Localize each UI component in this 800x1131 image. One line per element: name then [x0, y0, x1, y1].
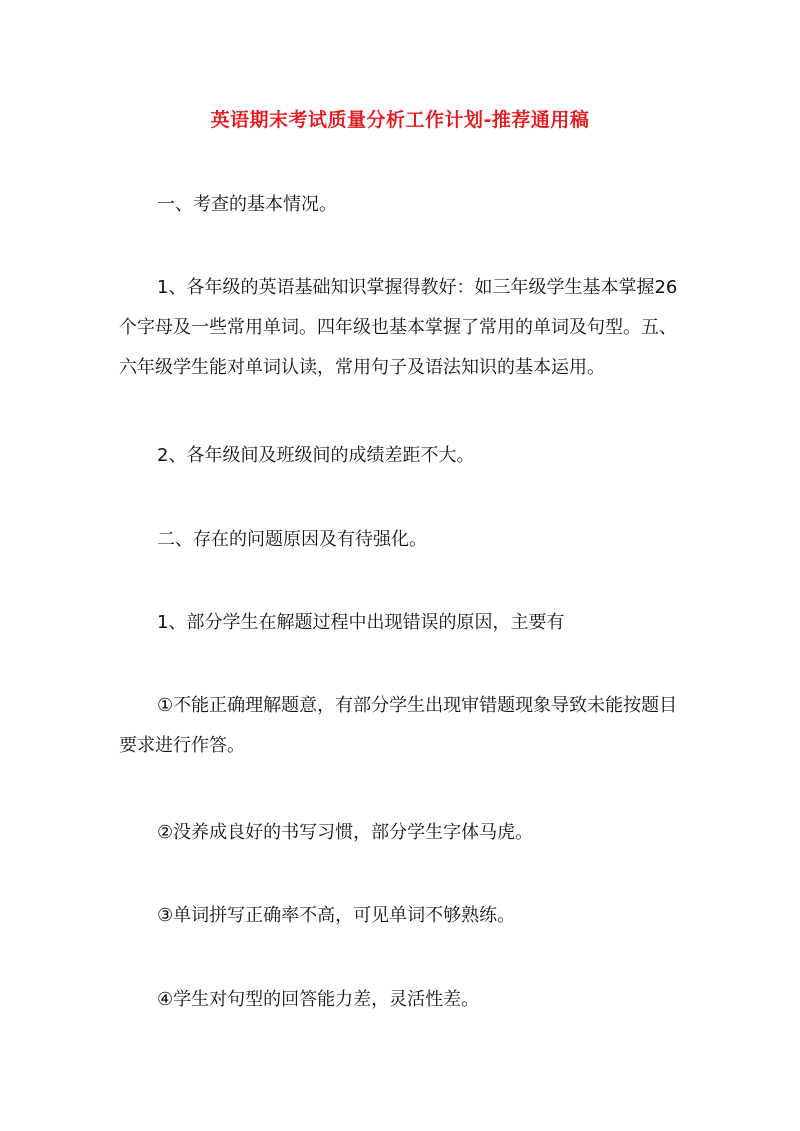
list-item-misunderstanding: ①不能正确理解题意，有部分学生出现审错题现象导致未能按题目要求进行作答。 [119, 695, 678, 756]
paragraph-grade-knowledge: 1、各年级的英语基础知识掌握得教好：如三年级学生基本掌握26个字母及一些常用单词。四年级也基本掌握了常用的单词及句型。五、六年级学生能对单词认读，常用句子及语法知识的基本运用。 [119, 277, 678, 378]
paragraph-error-causes: 1、部分学生在解题过程中出现错误的原因，主要有 [157, 612, 565, 633]
list-item-spelling: ③单词拼写正确率不高，可见单词不够熟练。 [157, 905, 516, 926]
section-heading-basic-situation: 一、考查的基本情况。 [157, 194, 337, 215]
document-title: 英语期末考试质量分析工作计划-推荐通用稿 [210, 109, 590, 131]
list-item-sentence-patterns: ④学生对句型的回答能力差，灵活性差。 [157, 989, 480, 1010]
paragraph-score-gap: 2、各年级间及班级间的成绩差距不大。 [157, 445, 475, 466]
list-item-handwriting: ②没养成良好的书写习惯，部分学生字体马虎。 [157, 822, 534, 843]
section-heading-problems: 二、存在的问题原因及有待强化。 [157, 529, 427, 550]
